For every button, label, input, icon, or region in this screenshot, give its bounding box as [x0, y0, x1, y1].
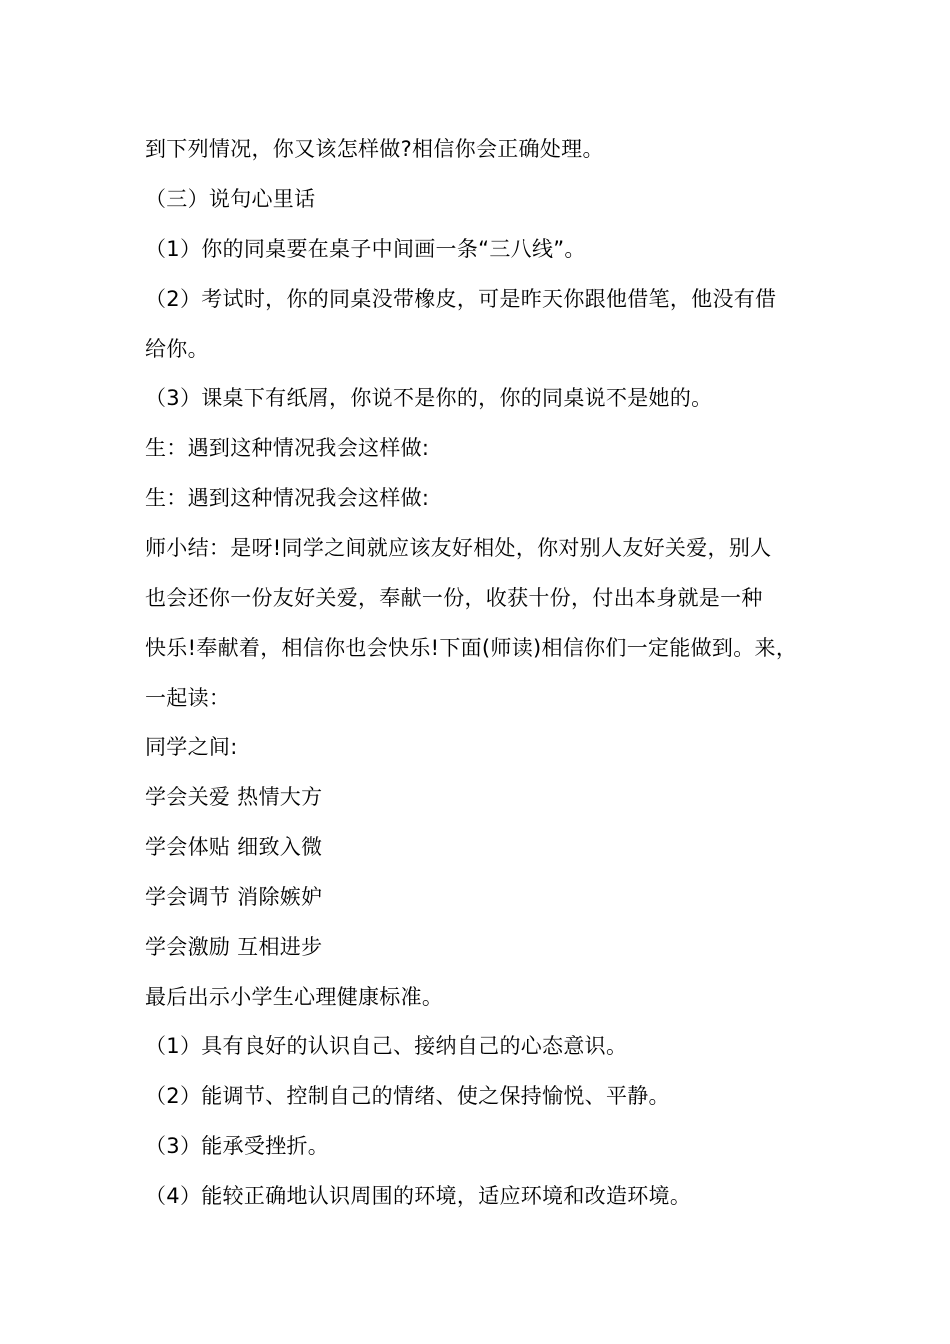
- text-line: 一起读：: [145, 686, 231, 710]
- text-line: （1）你的同桌要在桌子中间画一条“三八线”。: [145, 237, 586, 261]
- text-line: 到下列情况，你又该怎样做?相信你会正确处理。: [145, 137, 604, 161]
- text-line: 学会调节 消除嫉妒: [145, 885, 323, 909]
- text-line: （3）能承受挫折。: [145, 1134, 330, 1158]
- text-line: 同学之间:: [145, 735, 238, 759]
- text-line: （1）具有良好的认识自己、接纳自己的心态意识。: [145, 1034, 628, 1058]
- text-line: 学会体贴 细致入微: [145, 835, 323, 859]
- text-line: 学会关爱 热情大方: [145, 785, 323, 809]
- text-line: 给你。: [145, 337, 209, 361]
- text-line: 学会激励 互相进步: [145, 935, 323, 959]
- text-line: （3）课桌下有纸屑，你说不是你的，你的同桌说不是她的。: [145, 386, 713, 410]
- text-line: 生：遇到这种情况我会这样做:: [145, 486, 430, 510]
- text-line: 快乐!奉献着，相信你也会快乐!下面(师读)相信你们一定能做到。来，: [145, 636, 798, 660]
- text-line: 师小结：是呀!同学之间就应该友好相处，你对别人友好关爱，别人: [145, 536, 772, 560]
- text-line: （2）能调节、控制自己的情绪、使之保持愉悦、平静。: [145, 1084, 670, 1108]
- text-line: （4）能较正确地认识周围的环境，适应环境和改造环境。: [145, 1184, 692, 1208]
- text-line: 也会还你一份友好关爱，奉献一份，收获十份，付出本身就是一种: [145, 586, 763, 610]
- section-heading: （三）说句心里话: [145, 187, 316, 211]
- text-line: 生：遇到这种情况我会这样做:: [145, 436, 430, 460]
- text-line: 最后出示小学生心理健康标准。: [145, 985, 444, 1009]
- text-line: （2）考试时，你的同桌没带橡皮，可是昨天你跟他借笔，他没有借: [145, 287, 777, 311]
